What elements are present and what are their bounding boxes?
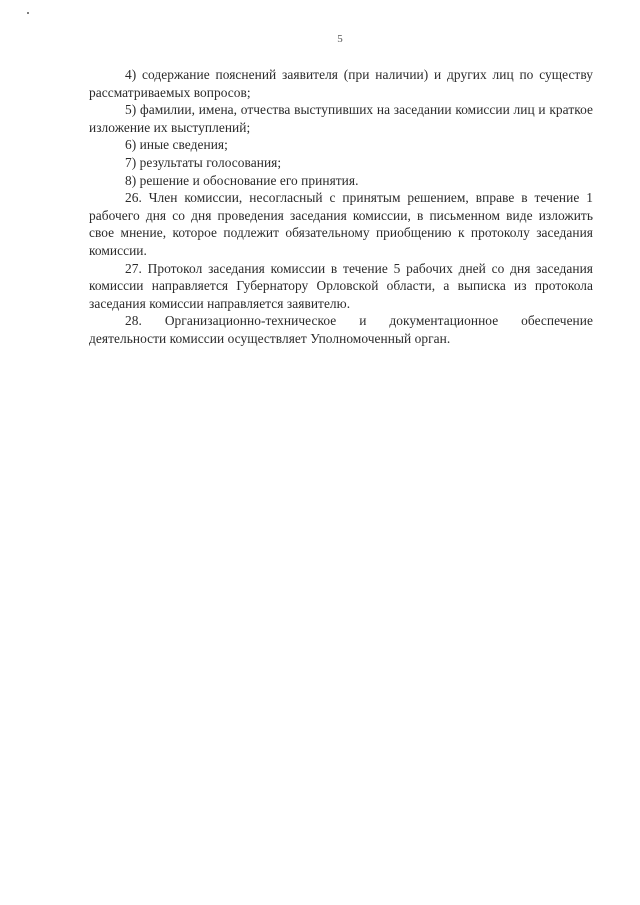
scan-speck — [27, 12, 29, 14]
paragraph-clause-27: 27. Протокол заседания комиссии в течение 5 рабочих дней со дня заседания комиссии направляется Губернатору Орловской области, а выписка из протокола заседания комиссии направляется заявителю. — [89, 260, 593, 311]
paragraph-item-7: 7) результаты голосования; — [125, 154, 282, 170]
paragraph-item-6: 6) иные сведения; — [125, 137, 228, 153]
paragraph-item-8: 8) решение и обоснование его принятия. — [125, 172, 359, 188]
document-body — [89, 66, 593, 348]
page-number: 5 — [337, 33, 343, 45]
paragraph-clause-28: 28. Организационно-техническое и документационное обеспечение деятельности комиссии осуществляет Уполномоченный орган. — [89, 313, 593, 346]
paragraph-clause-26: 26. Член комиссии, несогласный с принятым решением, вправе в течение 1 рабочего дня со дня проведения заседания комиссии, в письменном виде изложить свое мнение, которое подлежит обязательному приобщению к протоколу заседания комиссии. — [89, 190, 593, 258]
paragraph-item-5: 5) фамилии, имена, отчества выступивших на заседании комиссии лиц и краткое изложение их выступлений; — [89, 102, 593, 135]
paragraph-item-4: 4) содержание пояснений заявителя (при наличии) и других лиц по существу рассматриваемых вопросов; — [89, 67, 593, 100]
